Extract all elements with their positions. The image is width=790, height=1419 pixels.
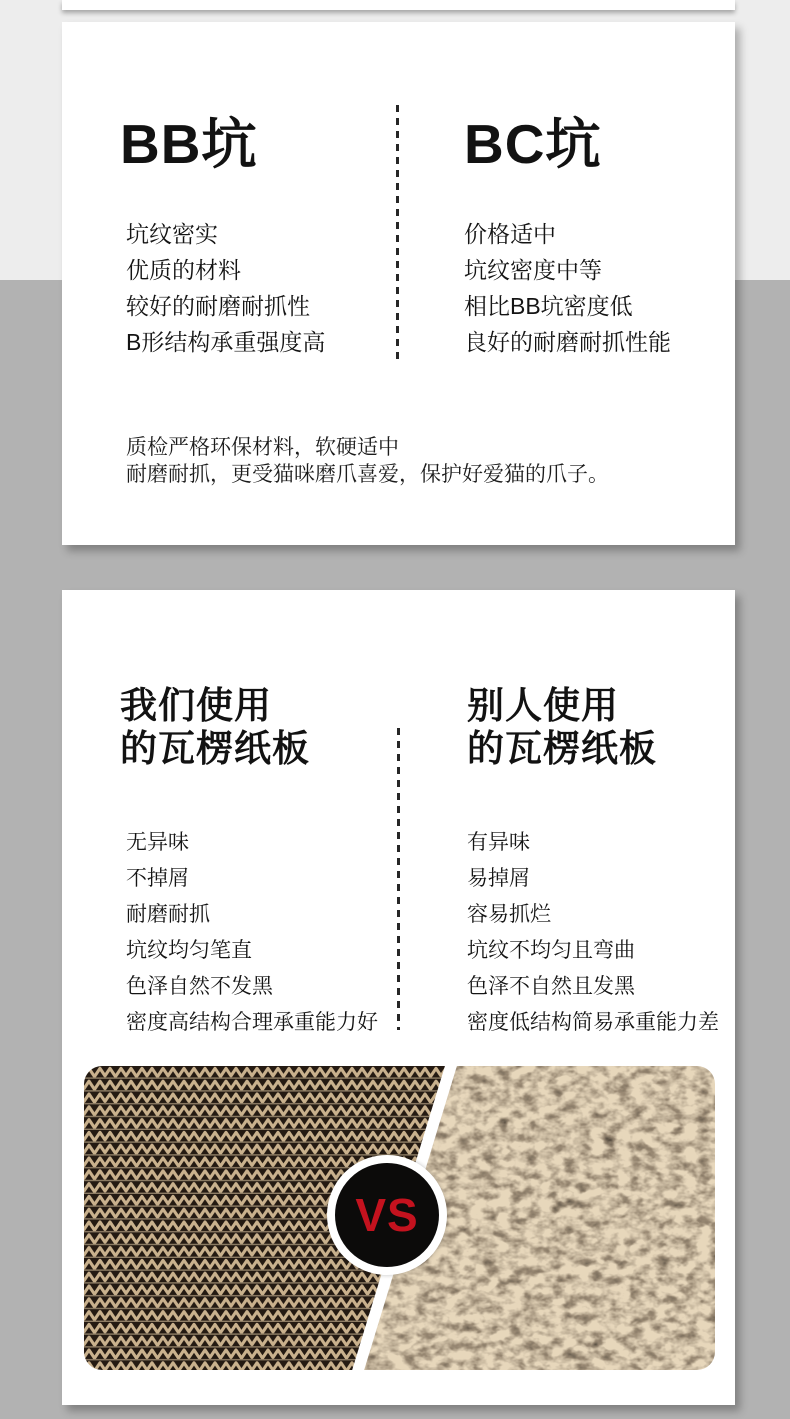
bc-flute-title: BC坑 — [464, 113, 602, 175]
their-board-feature: 容易抓烂 — [467, 903, 551, 926]
their-board-feature: 密度低结构简易承重能力差 — [467, 1011, 719, 1034]
quality-note-line: 质检严格环保材料，软硬适中 — [126, 436, 399, 459]
our-board-feature: 密度高结构合理承重能力好 — [126, 1011, 378, 1034]
our-board-feature: 无异味 — [126, 831, 189, 854]
bb-feature: B形结构承重强度高 — [126, 329, 326, 355]
board-comparison-card — [62, 590, 735, 1405]
previous-section-edge — [62, 0, 735, 10]
bc-feature: 坑纹密度中等 — [464, 257, 602, 283]
their-board-feature: 色泽不自然且发黑 — [467, 975, 635, 998]
our-board-feature: 不掉屑 — [126, 867, 189, 890]
our-board-feature-list — [126, 825, 378, 1041]
our-board-feature: 色泽自然不发黑 — [126, 975, 273, 998]
our-board-feature: 坑纹均匀笔直 — [126, 939, 252, 962]
bb-feature: 较好的耐磨耐抓性 — [126, 293, 310, 319]
bc-feature: 价格适中 — [464, 221, 556, 247]
our-board-title-line: 的瓦楞纸板 — [120, 728, 310, 769]
bc-flute-feature-list — [464, 216, 671, 360]
flute-comparison-card — [62, 22, 735, 545]
their-board-feature-list — [467, 825, 719, 1041]
vs-label: VS — [355, 1189, 419, 1241]
bb-feature: 坑纹密实 — [126, 221, 218, 247]
our-board-feature: 耐磨耐抓 — [126, 903, 210, 926]
our-board-title — [120, 684, 310, 770]
their-board-feature: 易掉屑 — [467, 867, 530, 890]
dashed-divider — [396, 105, 399, 360]
their-board-feature: 坑纹不均匀且弯曲 — [467, 939, 635, 962]
bc-feature: 良好的耐磨耐抓性能 — [464, 329, 671, 355]
quality-note-line: 耐磨耐抓，更受猫咪磨爪喜爱，保护好爱猫的爪子。 — [126, 463, 609, 486]
dashed-divider — [397, 728, 400, 1030]
bc-feature: 相比BB坑密度低 — [464, 293, 633, 319]
their-board-title-line: 别人使用 — [467, 685, 619, 726]
quality-note — [126, 434, 609, 488]
their-board-title — [467, 684, 657, 770]
vs-badge — [327, 1155, 447, 1275]
our-board-title-line: 我们使用 — [120, 685, 272, 726]
bb-feature: 优质的材料 — [126, 257, 241, 283]
bb-flute-feature-list — [126, 216, 325, 360]
their-board-title-line: 的瓦楞纸板 — [467, 728, 657, 769]
their-board-feature: 有异味 — [467, 831, 530, 854]
bb-flute-title: BB坑 — [120, 113, 258, 175]
texture-comparison-photo — [84, 1066, 715, 1370]
